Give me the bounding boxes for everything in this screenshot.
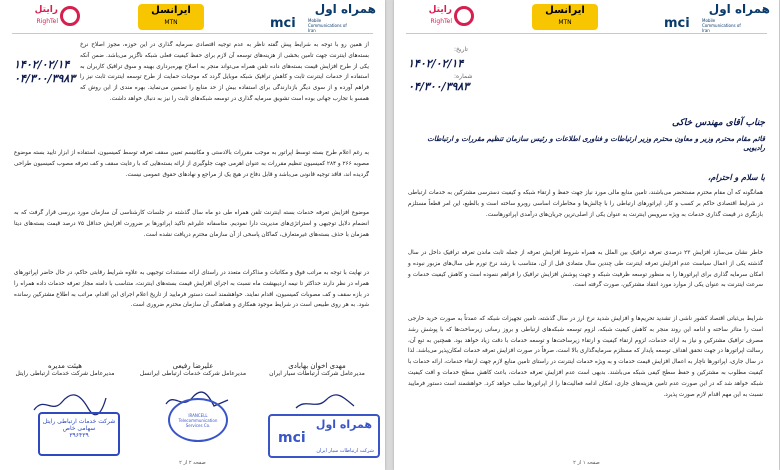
page1-para-1: همانگونه که آن مقام محترم مستحضر می‌باشند، تامین منابع مالی مورد نیاز جهت حفظ و ارتقاء شبکه و کیفیت دسترسی مشترکین به خدمات ارتباطی در شرایط اقتصادی حاکم بر کسب و کار، اپراتورهای ارتباطی را با چالش‌ها و مخاطرات اساسی روبرو ساخته است و بالطبع، این امر قطعاً مستلزم بازنگری در قیمت گذاری خدمات به ویژه سرویس اینترنت به عنوان یکی از اصلی‌ترین جریان‌های درآمدی اپراتورهاست. [408, 190, 763, 218]
letter-number: ۰۴/۳۰۰/۳۹۸۳ [408, 80, 470, 93]
signatory-mci: مهدی اخوان بهابادی مدیرعامل شرکت ارتباطات سیار ایران [269, 362, 365, 377]
rightel-stamp: شرکت خدمات ارتباطی رایتل سهامی خاص ۳۹۶۴۳۹ [38, 412, 120, 456]
page2-para-4: در نهایت با توجه به مراتب فوق و مکاتبات و مذاکرات متعدد در راستای ارائه مستندات توجیهی به علاوه شرایط رقابتی حاکم، در حال حاضر اپراتورهای همراه در نظر دارند حداکثر تا نیمه اردیبهشت ماه نسبت به اجرای افزایش قیمت بسته‌های اینترنت، متناسب با دامنه مجاز تعرفه خدمات داده همراه را در بازه سقف و کف مصوبات کمیسیون، اقدام نمایند. خواهشمند است دستور فرمایید از تاریخ اعلام اجرای این اقدام، مراتب به اطلاع مشترکین رسانده شود. به هر روی طبیعی است در شرایط موجود همکاری و هماهنگی آن سازمان محترم ضروری است. [14, 270, 369, 309]
salutation: با سلام و احترام، [707, 172, 765, 182]
page-footer: صفحه ۱ از ۲ [573, 460, 600, 466]
page1-para-2: خاطر نشان می‌سازد افزایش ۲۳ درصدی تعرفه ترافیک بین الملل به همراه شروط افزایش تعرفه از جمله ثابت ماندن تعرفه ترافیک داخل در سال گذشته یکی از اعمال سیاست عدم افزایش تعرفه اینترنت طی چندین سال متمادی قبل از آن، متناسب با رشد نرخ تورم طی سال‌های مزبور نبوده و امکان سرمایه گذاری برای اپراتورها را به منظور توسعه ظرفیت شبکه و جهت پوشش افزایش ترافیک را فراهم ننموده است و کاهش کیفیت خدمات و سرعت اینترنت به عنوان یکی از موارد مورد انتقاد مشترکین، صورت گرفته است. [408, 250, 763, 289]
signatory-mtn: علیرضا رفیعی مدیرعامل شرکت خدمات ارتباطی ایرانسل [139, 362, 247, 377]
mci-logo: همراه اول mci Mobile Communications of Iran [664, 2, 770, 33]
rightel-circle-icon [454, 6, 474, 26]
rightel-logo: رایتل RighTel [16, 4, 84, 30]
letter-number: ۰۴/۳۰۰/۳۹۸۳ [14, 72, 76, 85]
letter-page-2 [0, 0, 385, 470]
page-footer: صفحه ۲ از ۲ [179, 460, 206, 466]
date-value: ۱۴۰۲/۰۲/۱۴ [14, 58, 70, 71]
rightel-circle-icon [60, 6, 80, 26]
rightel-logo: رایتل RighTel [410, 4, 478, 30]
mtn-irancell-logo: ایرانسل MTN [532, 4, 598, 30]
addressee-title: قائم مقام محترم وزیر و معاون محترم وزیر ارتباطات و فناوری اطلاعات و رئیس سازمان تنظیم مقررات و ارتباطات رادیویی [427, 134, 765, 152]
page2-para-3: موضوع افزایش تعرفه خدمات بسته اینترنت تلفن همراه طی دو ماه سال گذشته در جلسات کارشناسی آن سازمان مورد بررسی قرار گرفت که به انضمام دلایل توجیهی و استراتژی‌های مدیریت دارا نمودیم. متاسفانه علیرغم تاکید اپراتورها بر ضرورت افزایش حداقل ۷۵ درصد قیمت بسته‌های دیتا همزمان با حذف بسته‌های غیرمتعارف، کماکان پاسخی از آن سازمان محترم دریافت نشده است. [14, 210, 369, 238]
mci-stamp: همراه اول mci شرکت ارتباطات سیار ایران [268, 414, 380, 458]
addressee-name: جناب آقای مهندس خاکی [672, 118, 765, 128]
signatory-rightel: هیئت مدیره مدیرعامل شرکت خدمات ارتباطی رایتل [15, 362, 115, 377]
mtn-stamp: IRANCELL Telecommunication Services Co. [168, 398, 228, 442]
page2-para-1: از همین رو با توجه به شرایط پیش گفته ناظر به عدم توجیه اقتصادی سرمایه گذاری در این حوزه، مجوز اصلاح نرخ بسته‌های اینترنت جهت تامین بخشی از هزینه‌های توسعه آن لازم برای حفظ کیفیت فعلی شبکه ناگزیر می‌باشد. ضمن آنکه یکی از طرح افزایش قیمت بسته‌های داده تلفن همراه می‌تواند منجر به اصلاح بهره‌برداری بهینه و سوق ترافیک کاربران به استفاده از خدمات اینترنت ثابت و کاهش ترافیک شبکه موبایل گردد که موجبات حمایت از طرح توسعه اینترنت ثابت نیز را فراهم آورده و از سوی دیگر بازدارندگی برای استفاده بیش از حد منابع را تضمین می‌نماید. بهره مندی از این روش که همسو با تجارب جهانی بوده است تشویق سرمایه گذاری در توسعه شبکه‌های ثابت را نیز به دنبال خواهد داشت. [80, 42, 369, 102]
mtn-irancell-logo: ایرانسل MTN [138, 4, 204, 30]
header-divider [12, 33, 373, 34]
date-field: تاریخ: [454, 46, 468, 53]
letter-page-1 [394, 0, 779, 470]
page2-para-2: به رغم اعلام طرح بسته توسط اپراتور به موجب مقررات بالادستی و مکانیسم تعیین سقف تعرفه توسط کمیسیون، استفاده از ابزار تایید بسته موضوع مصوبه ۲۶۶ و ۲۸۴ کمیسیون تنظیم مقررات به عنوان اهرمی جهت جلوگیری از ارائه بسته‌هایی که با رعایت سقف و کف تعرفه مصوب کمیسیون طراحی گردیده اند، فاقد توجیه قانونی می‌باشد و قابل دفاع در هیچ یک از مراجع و نهادهای حقوق عمومی نیست. [14, 150, 370, 178]
mci-logo: همراه اول mci Mobile Communications of Iran [270, 2, 376, 33]
mci-signature-icon [290, 392, 360, 416]
date-value: ۱۴۰۲/۰۲/۱۴ [408, 57, 464, 70]
header-divider [406, 33, 767, 34]
page1-para-3: شرایط بی‌ثباتی اقتصاد کشور ناشی از تشدید تحریم‌ها و افزایش شدید نرخ ارز در سال گذشته، تامین تجهیزات شبکه که عمدتاً به صورت خرید خارجی است را متاثر ساخته و ادامه این روند منجر به کاهش کیفیت شبکه، لزوم توسعه شبکه‌های ارتباطی و بروز رسانی زیرساخت‌ها که با پوشش رشد مصرف ترافیک مشترکین و نیاز به ارائه خدمات، لزوم ارتقاء کیفیت و ارتقاء زیرساخت‌ها و توسعه خدمات با دقت زیاد خواهد بود. همچنین به تبع آن، رسالت اپراتورها در جهت تحقق اهداف توسعه پایدار که مستلزم سرمایه‌گذاری بالا است، صرفاً در صورت افزایش تعرفه خدمات امکان‌پذیر می‌باشد. لذا در سال جاری، اپراتورها ناچار به اعمال افزایش قیمت خدمات و به ویژه خدمات اینترنت در راستای تامین منابع لازم جهت ارتقاء خدمات، ارائه خدمات با کیفیت مطلوب به مشترکین و حفظ سطح کیفی شبکه می‌باشند. بدیهی است عدم افزایش تعرفه خدمات، باعث کاهش سطح خدمات و افت کیفیت شبکه خواهد شد که در این صورت عدم تامین هزینه‌های جاری، امکان ادامه فعالیت‌ها را از اپراتورها سلب خواهد کرد. خواهشمند است دستور فرمایید نسبت به این مهم اقدام لازم صورت پذیرد. [408, 316, 763, 398]
number-field: شماره: [454, 73, 473, 80]
